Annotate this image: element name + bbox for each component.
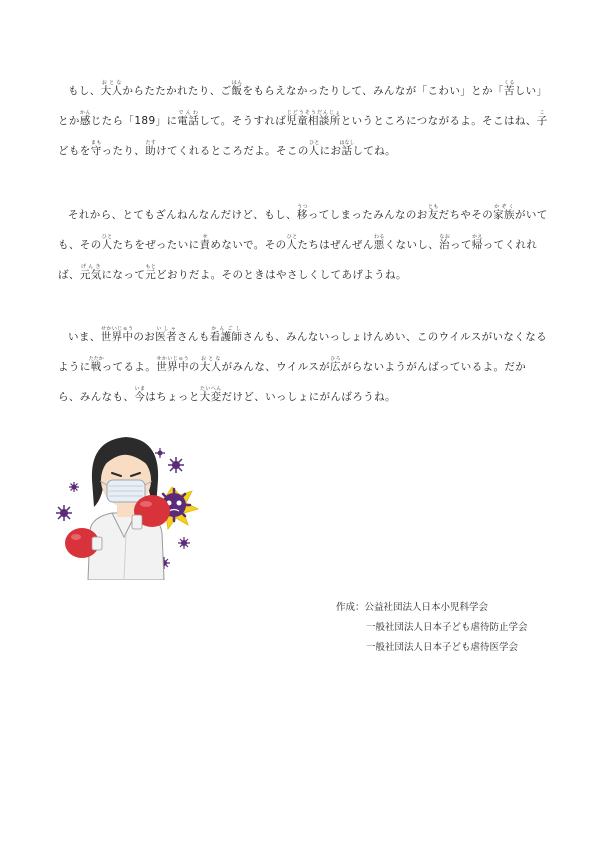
credit-label: 作成： — [336, 602, 365, 613]
furigana-word: 広ひろ — [330, 356, 341, 373]
furigana-word: 人ひと — [101, 234, 113, 251]
furigana-word: 助たす — [145, 140, 157, 157]
credit-line-1 — [336, 598, 528, 618]
credit-line-2 — [336, 618, 528, 638]
furigana-word: 人ひと — [308, 140, 320, 157]
virus-particle-icon — [69, 482, 79, 492]
furigana-word: 元もと — [145, 264, 157, 281]
doctor-boxing-virus-illustration — [52, 425, 202, 580]
furigana-word: 話はなし — [339, 140, 355, 157]
furigana-word: 家族かぞく — [493, 204, 515, 221]
furigana-word: 守まも — [90, 140, 102, 157]
furigana-word: 大変たいへん — [199, 386, 222, 403]
furigana-word: 戦たたか — [88, 356, 104, 373]
furigana-word: 今いま — [134, 386, 146, 403]
credit-line-3 — [336, 638, 528, 658]
credit-org: 一般社団法人日本子ども虐待防止学会 — [366, 622, 528, 633]
text: もし、 — [68, 85, 101, 97]
furigana-word: 移うつ — [296, 204, 308, 221]
furigana-word: 子こ — [536, 110, 548, 127]
furigana-word: 責せ — [199, 234, 211, 251]
furigana-word: 大人おとな — [100, 80, 123, 97]
furigana-word: 帰かえ — [471, 234, 483, 251]
credit-org: 公益社団法人日本小児科学会 — [364, 602, 489, 613]
virus-particle-icon — [155, 448, 165, 458]
paragraph-everyone-fighting: いま、世界中せかいじゅうのお医者いしゃさんも看護師かんごしさんも、みんないっしょけんめい、このウイルスがいなくなるように戦たたかってるよ。世界中せかいじゅうの大人おとながみんな、ウイルスが広ひろがらないようがんばっているよ。だから、みんなも、今いまはちょっと大変たいへんだけど、いっしょにがんばろうね。 — [58, 326, 548, 403]
furigana-word: 飯はん — [231, 80, 243, 97]
furigana-word: 悪わる — [373, 234, 385, 251]
paragraph-dont-blame: それから、とてもざんねんなんだけど、もし、移うつってしまったみんなのお友ともだちやその家族かぞくがいても、その人ひとたちをぜったいに責せめないで。その人ひとたちはぜんぜん悪わるくないし、治なおって帰かえってくれれば、元気げんきになって元もとどおりだよ。そのときはやさしくしてあげようね。 — [58, 204, 548, 281]
furigana-word: 世界中せかいじゅう — [156, 356, 189, 373]
furigana-word: 看護師かんごし — [209, 326, 243, 343]
furigana-word: 医者いしゃ — [155, 326, 178, 343]
furigana-word: 電話でんわ — [177, 110, 200, 127]
furigana-word: 大人おとな — [199, 356, 222, 373]
virus-particle-icon — [178, 537, 190, 549]
furigana-word: 人ひと — [286, 234, 298, 251]
furigana-word: 苦くる — [503, 80, 515, 97]
furigana-word: 治なお — [439, 234, 451, 251]
furigana-word: 友とも — [427, 204, 439, 221]
credits-block — [336, 598, 528, 658]
furigana-word: 元気げんき — [79, 264, 102, 281]
furigana-word: 感かん — [79, 110, 91, 127]
virus-particle-icon — [168, 457, 184, 473]
virus-particle-icon — [56, 505, 72, 521]
furigana-word: 世界中せかいじゅう — [100, 326, 134, 343]
credit-org: 一般社団法人日本子ども虐待医学会 — [366, 642, 519, 653]
paragraph-call-189: もし、大人おとなからたたかれたり、ご飯はんをもらえなかったりして、みんなが「こわい」とか「苦くるしい」とか感かんじたら「189」に電話でんわして。そうすれば児童相談所じどうそうだんじょというところにつながるよ。そこはね、子こどもを守まもったり、助たすけてくれるところだよ。そこの人ひとにお話はなししてね。 — [58, 80, 548, 157]
furigana-word: 児童相談所じどうそうだんじょ — [286, 110, 341, 127]
